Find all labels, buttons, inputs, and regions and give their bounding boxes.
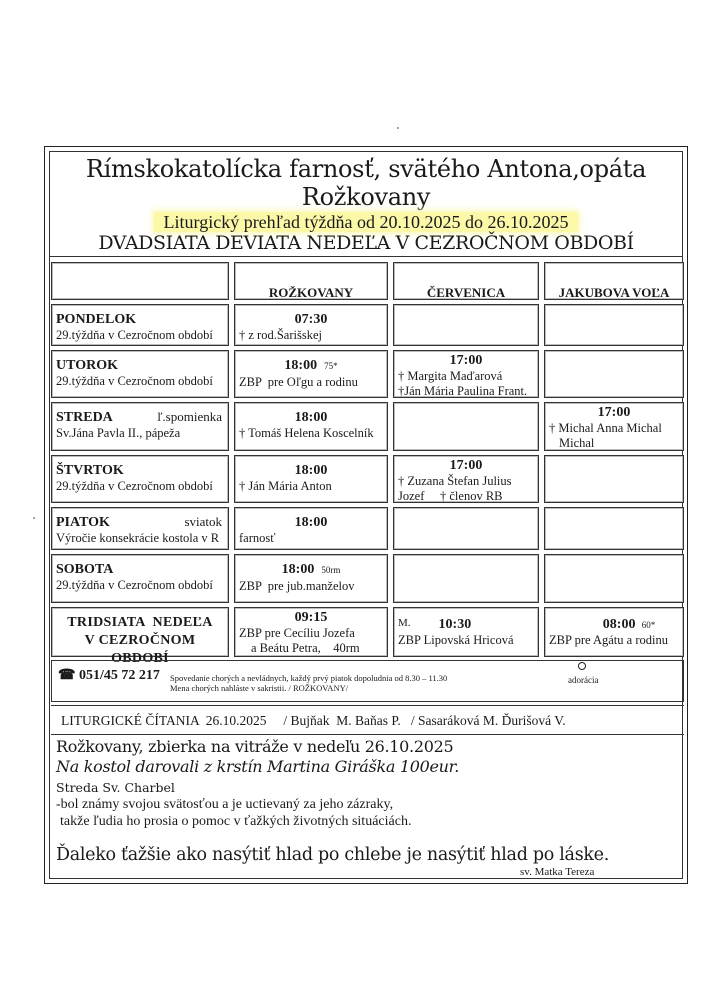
- confession-info: [170, 673, 447, 693]
- mass-cell-cervenica: [393, 402, 539, 451]
- mass-cell-rozkovany: [234, 304, 388, 346]
- adoration-label: adorácia: [568, 675, 599, 685]
- day-name: UTOROK: [56, 358, 118, 373]
- sunday-day-line1: TRIDSIATA NEDEĽA: [67, 615, 213, 630]
- mass-cell-cervenica: [393, 455, 539, 503]
- week-overview-highlight: Liturgický prehľad týždňa od 20.10.2025 do 26.10.2025: [154, 212, 579, 232]
- day-note: [222, 462, 224, 479]
- parish-title: Rímskokatolícka farnosť, svätého Antona,opáta: [85, 155, 647, 183]
- mass-cell-jakubova: [544, 304, 684, 346]
- mass-cell-jakubova: [544, 507, 684, 550]
- day-note: [222, 357, 224, 374]
- mass-cell-cervenica: [393, 304, 539, 346]
- day-name: PIATOK: [56, 515, 110, 530]
- mass-cell-rozkovany: [234, 507, 388, 550]
- day-subtitle: Výročie konsekrácie kostola v R: [56, 531, 220, 545]
- readings-group1: / Bujňak M. Baňas P.: [283, 713, 401, 728]
- saint-line1: -bol známy svojou svätosťou a je uctievaný za jeho zázraky,: [56, 797, 394, 812]
- sunday-day-line2: V CEZROČNOM OBDOBÍ: [84, 633, 196, 666]
- day-name: STREDA: [56, 410, 113, 425]
- day-subtitle: 29.týždňa v Cezročnom období: [56, 374, 213, 388]
- mass-intention: †Ján Mária Paulina Frant.: [398, 384, 528, 398]
- mass-time: 18:00: [284, 358, 318, 373]
- day-cell-piatok: [51, 507, 229, 550]
- mass-intention: † Michal Anna Michal: [549, 421, 662, 435]
- day-subtitle: Sv.Jána Pavla II., pápeža: [56, 426, 181, 440]
- sunday-day-cell: [51, 607, 229, 666]
- collection-note: Rožkovany, zbierka na vitráže v nedeľu 26.10.2025: [56, 737, 454, 756]
- mass-cell-rozkovany: [234, 402, 388, 451]
- bulletin-header: [50, 152, 682, 255]
- saint-line2: takže ľudia ho prosia o pomoc v ťažkých životných situáciách.: [60, 814, 412, 829]
- readings-group2: / Sasaráková M. Ďurišová V.: [410, 713, 566, 728]
- mass-cell-jakubova: [544, 350, 684, 398]
- day-name: PONDELOK: [56, 312, 137, 327]
- saint-title: Streda Sv. Charbel: [56, 780, 175, 795]
- day-name: SOBOTA: [56, 562, 114, 577]
- mass-cell-cervenica: [393, 350, 539, 398]
- day-cell-utorok: [51, 350, 229, 398]
- day-subtitle: 29.týždňa v Cezročnom období: [56, 328, 213, 342]
- day-note: sviatok: [184, 514, 222, 529]
- mass-cell-jakubova: [544, 402, 684, 451]
- mass-note: 50rm: [321, 565, 341, 575]
- day-note: [222, 561, 224, 578]
- mass-cell-cervenica: [393, 554, 539, 603]
- mass-intention: ZBP pre Oľgu a rodinu: [239, 375, 358, 389]
- donation-note: Na kostol darovali z krstín Martina Giráška 100eur.: [56, 757, 460, 776]
- mass-cell-rozkovany: [234, 350, 388, 398]
- mass-cell-cervenica: [393, 507, 539, 550]
- sunday-rozkovany-cell: [234, 607, 388, 657]
- day-cell-pondelok: [51, 304, 229, 346]
- scan-speck: [33, 517, 35, 519]
- confession-line1: Spovedanie chorých a nevládnych, každý prvý piatok dopoludnia od 8.30 – 11.30: [170, 673, 448, 683]
- day-subtitle: 29.týždňa v Cezročnom období: [56, 479, 213, 493]
- mass-intention: † z rod.Šarišskej: [239, 328, 322, 342]
- quote-author: sv. Matka Tereza: [520, 866, 595, 878]
- mass-intention: Jozef † členov RB: [398, 489, 503, 503]
- mass-time: 10:30: [438, 617, 472, 632]
- phone-number: 051/45 72 217: [78, 668, 160, 683]
- week-overview: [50, 212, 682, 232]
- sunday-cervenica-cell: [393, 607, 539, 657]
- column-header-empty: [51, 262, 229, 300]
- mass-time: 18:00: [294, 463, 328, 478]
- scan-speck: [397, 127, 399, 129]
- day-note: [222, 311, 224, 328]
- info-box: [51, 660, 684, 702]
- column-header-rozkovany: ROŽKOVANY: [234, 262, 388, 300]
- mass-intention: † Margita Maďarová: [398, 369, 503, 383]
- mass-time: 07:30: [294, 312, 328, 327]
- mass-time: 18:00: [294, 515, 328, 530]
- mass-intention: † Zuzana Štefan Julius: [398, 474, 512, 488]
- day-cell-štvrtok: [51, 455, 229, 503]
- mass-time: 18:00: [281, 562, 315, 577]
- column-header-jakubova-vola: JAKUBOVA VOĽA: [544, 262, 684, 300]
- mass-cell-rozkovany: [234, 554, 388, 603]
- telephone-icon: ☎: [58, 668, 76, 683]
- day-name: ŠTVRTOK: [56, 463, 124, 478]
- mass-cell-jakubova: [544, 455, 684, 503]
- mass-note: 60*: [641, 620, 656, 630]
- mass-time: 17:00: [449, 353, 483, 368]
- mass-time: 17:00: [449, 458, 483, 473]
- announcements: [56, 737, 676, 830]
- mass-intention: † Tomáš Helena Koscelník: [239, 426, 374, 440]
- mass-time: 08:00: [602, 617, 636, 632]
- mass-intention: † Ján Mária Anton: [239, 479, 332, 493]
- liturgical-readings: [51, 705, 684, 735]
- mass-note: 75*: [324, 361, 338, 371]
- readings-label: LITURGICKÉ ČÍTANIA 26.10.2025: [61, 713, 267, 728]
- mass-intention: ZBP pre jub.manželov: [239, 579, 355, 593]
- mass-cell-jakubova: [544, 554, 684, 603]
- mass-intention: ZBP Lipovská Hricová: [398, 633, 514, 647]
- confession-line2: Mena chorých nahláste v sakristii. / ROŽKOVANY/: [170, 683, 349, 693]
- mass-cell-rozkovany: [234, 455, 388, 503]
- mass-intention: a Beátu Petra,: [251, 641, 321, 655]
- mass-intention: Michal: [559, 436, 595, 450]
- header-divider: [50, 256, 682, 257]
- day-note: ľ.spomienka: [157, 409, 222, 424]
- column-header-cervenica: ČERVENICA: [393, 262, 539, 300]
- mass-time: 18:00: [294, 410, 328, 425]
- mass-prefix: M.: [398, 617, 411, 629]
- adoration-circle-icon: [578, 662, 586, 670]
- mass-intention: ZBP pre Agátu a rodinu: [549, 633, 668, 647]
- mass-time: 17:00: [597, 405, 631, 420]
- parish-place: Rožkovany: [301, 183, 431, 211]
- day-cell-streda: [51, 402, 229, 451]
- sunday-jakubova-cell: [544, 607, 684, 657]
- mass-intention: farnosť: [239, 531, 276, 545]
- day-cell-sobota: [51, 554, 229, 603]
- mass-intention: ZBP pre Cecíliu Jozefa: [239, 626, 355, 640]
- quote-text: Ďaleko ťažšie ako nasýtiť hlad po chlebe je nasýtiť hlad po láske.: [56, 845, 609, 865]
- day-subtitle: 29.týždňa v Cezročnom období: [56, 578, 213, 592]
- phone-line: [58, 668, 160, 683]
- sunday-title: DVADSIATA DEVIATA NEDEĽA V CEZROČNOM OBDOBÍ: [98, 232, 634, 254]
- mass-time: 09:15: [294, 610, 328, 625]
- mass-note: 40rm: [333, 641, 360, 655]
